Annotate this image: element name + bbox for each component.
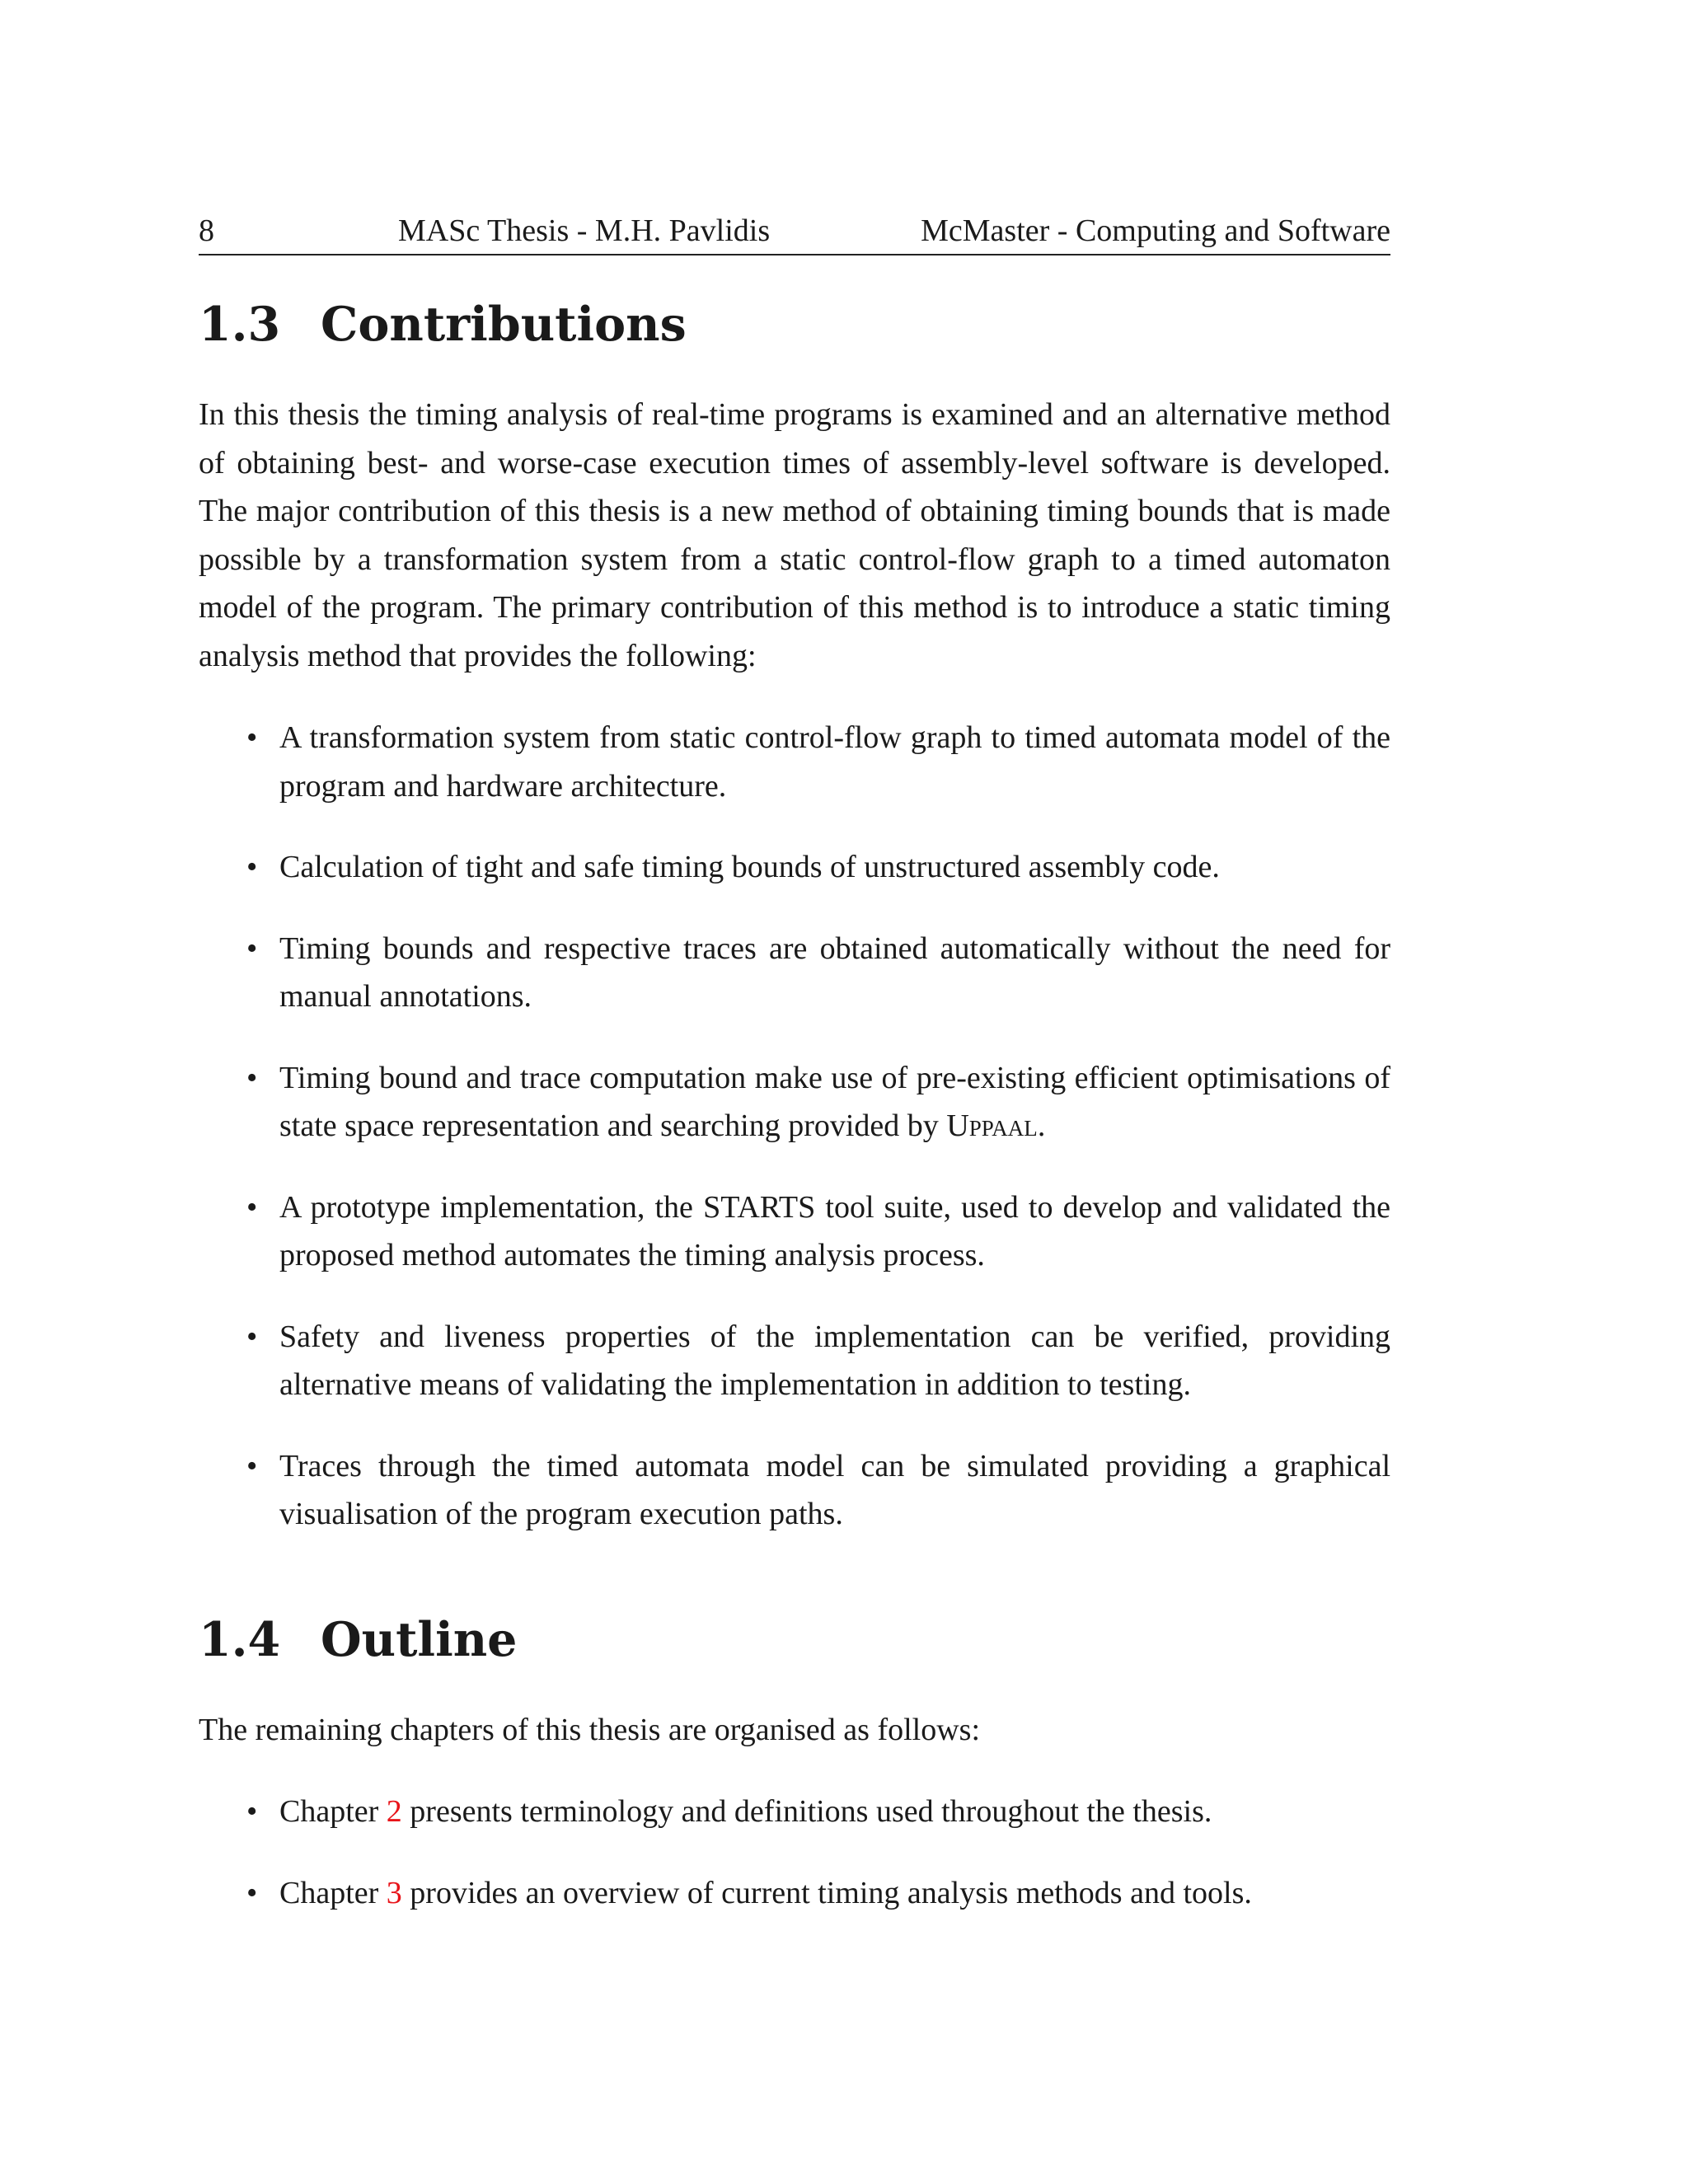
bullet-icon: • — [246, 1060, 258, 1095]
chapter-word: Chapter — [279, 1794, 379, 1829]
list-item-text: presents terminology and definitions used throughout the thesis. — [410, 1794, 1212, 1829]
section-title-text: Outline — [321, 1612, 518, 1667]
list-item — [199, 843, 1390, 892]
list-item — [199, 1788, 1390, 1836]
contributions-list — [199, 714, 1390, 1572]
list-item — [199, 1054, 1390, 1151]
list-item-text: A transformation system from static control-flow graph to timed automata model of the program and hardware architecture. — [279, 720, 1390, 804]
bullet-icon: • — [246, 1448, 258, 1483]
list-item — [199, 1183, 1390, 1280]
outline-list — [199, 1788, 1390, 1950]
contributions-paragraph: In this thesis the timing analysis of real-time programs is examined and an alternative method of obtaining best- and worse-case execution times of assembly-level software is developed. The major contribution of this thesis is a new method of obtaining timing bounds that is made possible by a transformation system from a static control-flow graph to a timed automaton model of the program. The primary contribution of this method is to introduce a static timing analysis method that provides the following: — [199, 397, 1390, 673]
outline-paragraph: The remaining chapters of this thesis are organised as follows: — [199, 1713, 980, 1747]
list-item — [199, 925, 1390, 1021]
list-item-text: Timing bounds and respective traces are obtained automatically without the need for manual annotations. — [279, 930, 1390, 1014]
running-header — [199, 208, 1390, 255]
list-item-text: Safety and liveness properties of the implementation can be verified, providing alternative means of validating the implementation in addition to testing. — [279, 1319, 1390, 1402]
chapter-link[interactable]: 3 — [386, 1875, 402, 1910]
list-item-text: Timing bound and trace computation make use of pre-existing efficient optimisations of state space representation and searching provided by — [279, 1060, 1390, 1143]
section-number: 1.4 — [199, 1612, 281, 1667]
list-item — [199, 1442, 1390, 1539]
section-heading-contributions — [199, 292, 687, 358]
list-item-text: Calculation of tight and safe timing bounds of unstructured assembly code. — [279, 850, 1220, 884]
tool-suffix: . — [1037, 1108, 1046, 1143]
bullet-icon: • — [246, 720, 258, 755]
section-title-text: Contributions — [321, 297, 687, 352]
list-item — [199, 1869, 1390, 1918]
header-institution: McMaster - Computing and Software — [921, 213, 1390, 248]
bullet-icon: • — [246, 1794, 258, 1829]
list-item-text: A prototype implementation, the STARTS tool suite, used to develop and validated the proposed method automates the timing analysis process. — [279, 1189, 1390, 1272]
bullet-icon: • — [246, 850, 258, 884]
chapter-link[interactable]: 2 — [386, 1794, 402, 1829]
list-item — [199, 1313, 1390, 1409]
tool-name: Uppaal — [946, 1108, 1038, 1143]
chapter-word: Chapter — [279, 1875, 379, 1910]
list-item-text: provides an overview of current timing analysis methods and tools. — [410, 1875, 1252, 1910]
bullet-icon: • — [246, 930, 258, 966]
bullet-icon: • — [246, 1189, 258, 1225]
list-item — [199, 714, 1390, 810]
bullet-icon: • — [246, 1875, 258, 1910]
bullet-icon: • — [246, 1319, 258, 1354]
section-heading-outline — [199, 1607, 517, 1673]
list-item-text: Traces through the timed automata model can be simulated providing a graphical visualisation of the program execution paths. — [279, 1448, 1390, 1531]
section-number: 1.3 — [199, 297, 281, 352]
page-number: 8 — [199, 213, 214, 248]
header-thesis-author: MASc Thesis - M.H. Pavlidis — [398, 213, 771, 248]
